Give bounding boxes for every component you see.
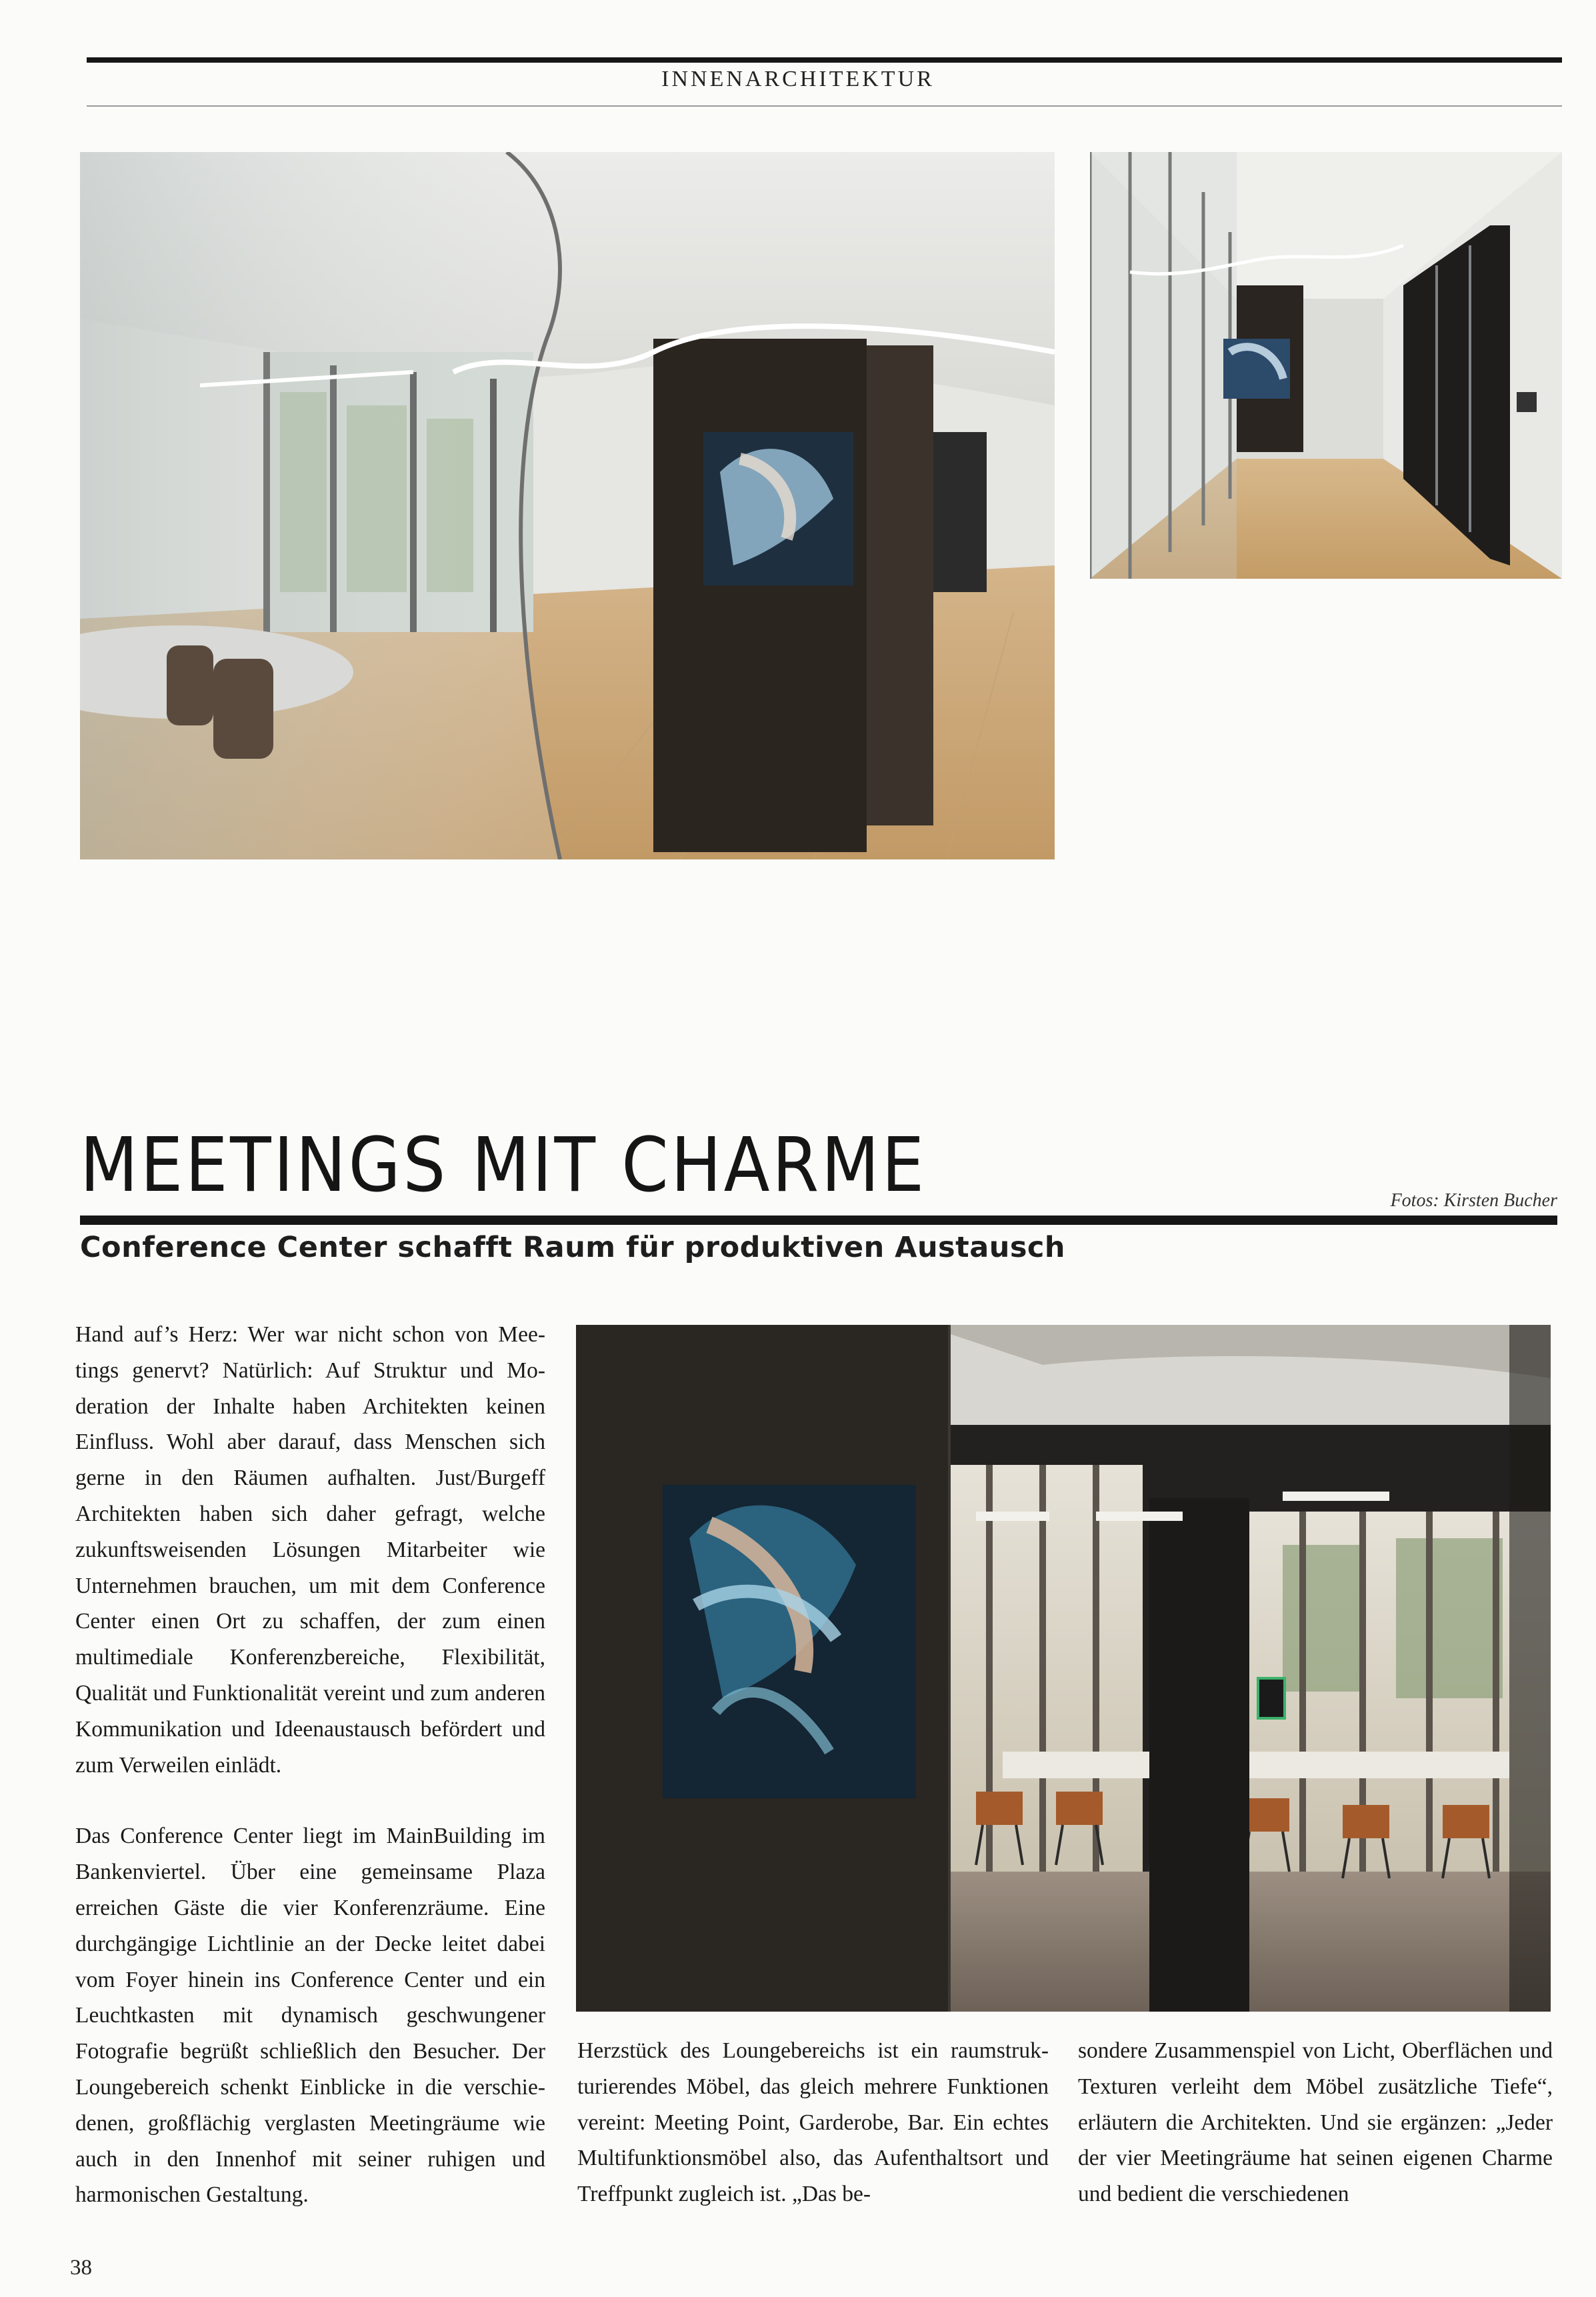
- paragraph-intro: Hand auf’s Herz: Wer war nicht schon von Meetings genervt? Natürlich: Auf Struktur und Moderation der Inhalte haben Architekten keinen Einfluss. Wohl aber darauf, dass Menschen sich gerne in den Räumen aufhalten. Just/Burgeff Architekten haben sich daher gefragt, welche zukunftsweisenden Lösungen Mitarbeiter wie Unternehmen brauchen, um mit dem Conference Center einen Ort zu schaffen, der zum einen multimediale Konferenzbereiche, Flexibilität, Qualität und Funktionalität vereint und zum anderen Kommunikation und Ideenaustausch befördert und zum Verweilen einlädt.: [75, 1322, 545, 1778]
- photo-credit: Fotos: Kirsten Bucher: [1390, 1190, 1557, 1211]
- paragraph-quote: sondere Zusammenspiel von Licht, Oberflächen und Texturen verleiht dem Möbel zusätzliche Tiefe“, erläutern die Architekten. Und sie ergänzen: „Jeder der vier Meetingräume hat seinen eigenen Charme und bedient die verschiedenen: [1078, 2038, 1553, 2207]
- text-column-1: [75, 1317, 545, 2213]
- title-rule: [80, 1216, 1557, 1225]
- text-column-2: [577, 2033, 1049, 2212]
- text-column-3: [1078, 2033, 1553, 2212]
- article-title: MEETINGS MIT CHARME: [80, 1122, 927, 1209]
- paragraph-lounge: Herzstück des Loungebereichs ist ein raumstrukturierendes Möbel, das gleich mehrere Funktionen vereint: Meeting Point, Garderobe, Bar. Ein echtes Multifunktionsmöbel also, das Aufenthaltsort und Treffpunkt zugleich ist. „Das be-: [577, 2038, 1049, 2207]
- paragraph-location: Das Conference Center liegt im MainBuilding im Bankenviertel. Über eine gemeinsame Plaza erreichen Gäste die vier Konferenzräume. Eine durchgängige Lichtlinie an der Decke leitet dabei vom Foyer hinein ins Conference Center und ein Leuchtkasten mit dynamisch geschwungener Fotografie begrüßt schließlich den Besucher. Der Loungebereich schenkt Einblicke in die verschiedenen, großflächig verglasten Meetingräume wie auch in den Innenhof mit seiner ruhigen und harmonischen Gestaltung.: [75, 1824, 545, 2208]
- photo-meeting-room: [576, 1325, 1551, 2012]
- page-number: 38: [70, 2256, 92, 2280]
- section-label: INNENARCHITEKTUR: [661, 67, 935, 91]
- photo-lounge: [80, 152, 1055, 859]
- photo-corridor: [1090, 152, 1562, 579]
- header-rule: [87, 57, 1562, 63]
- article-subtitle: Conference Center schafft Raum für produktiven Austausch: [80, 1231, 1066, 1264]
- header-thin-rule: [87, 105, 1562, 107]
